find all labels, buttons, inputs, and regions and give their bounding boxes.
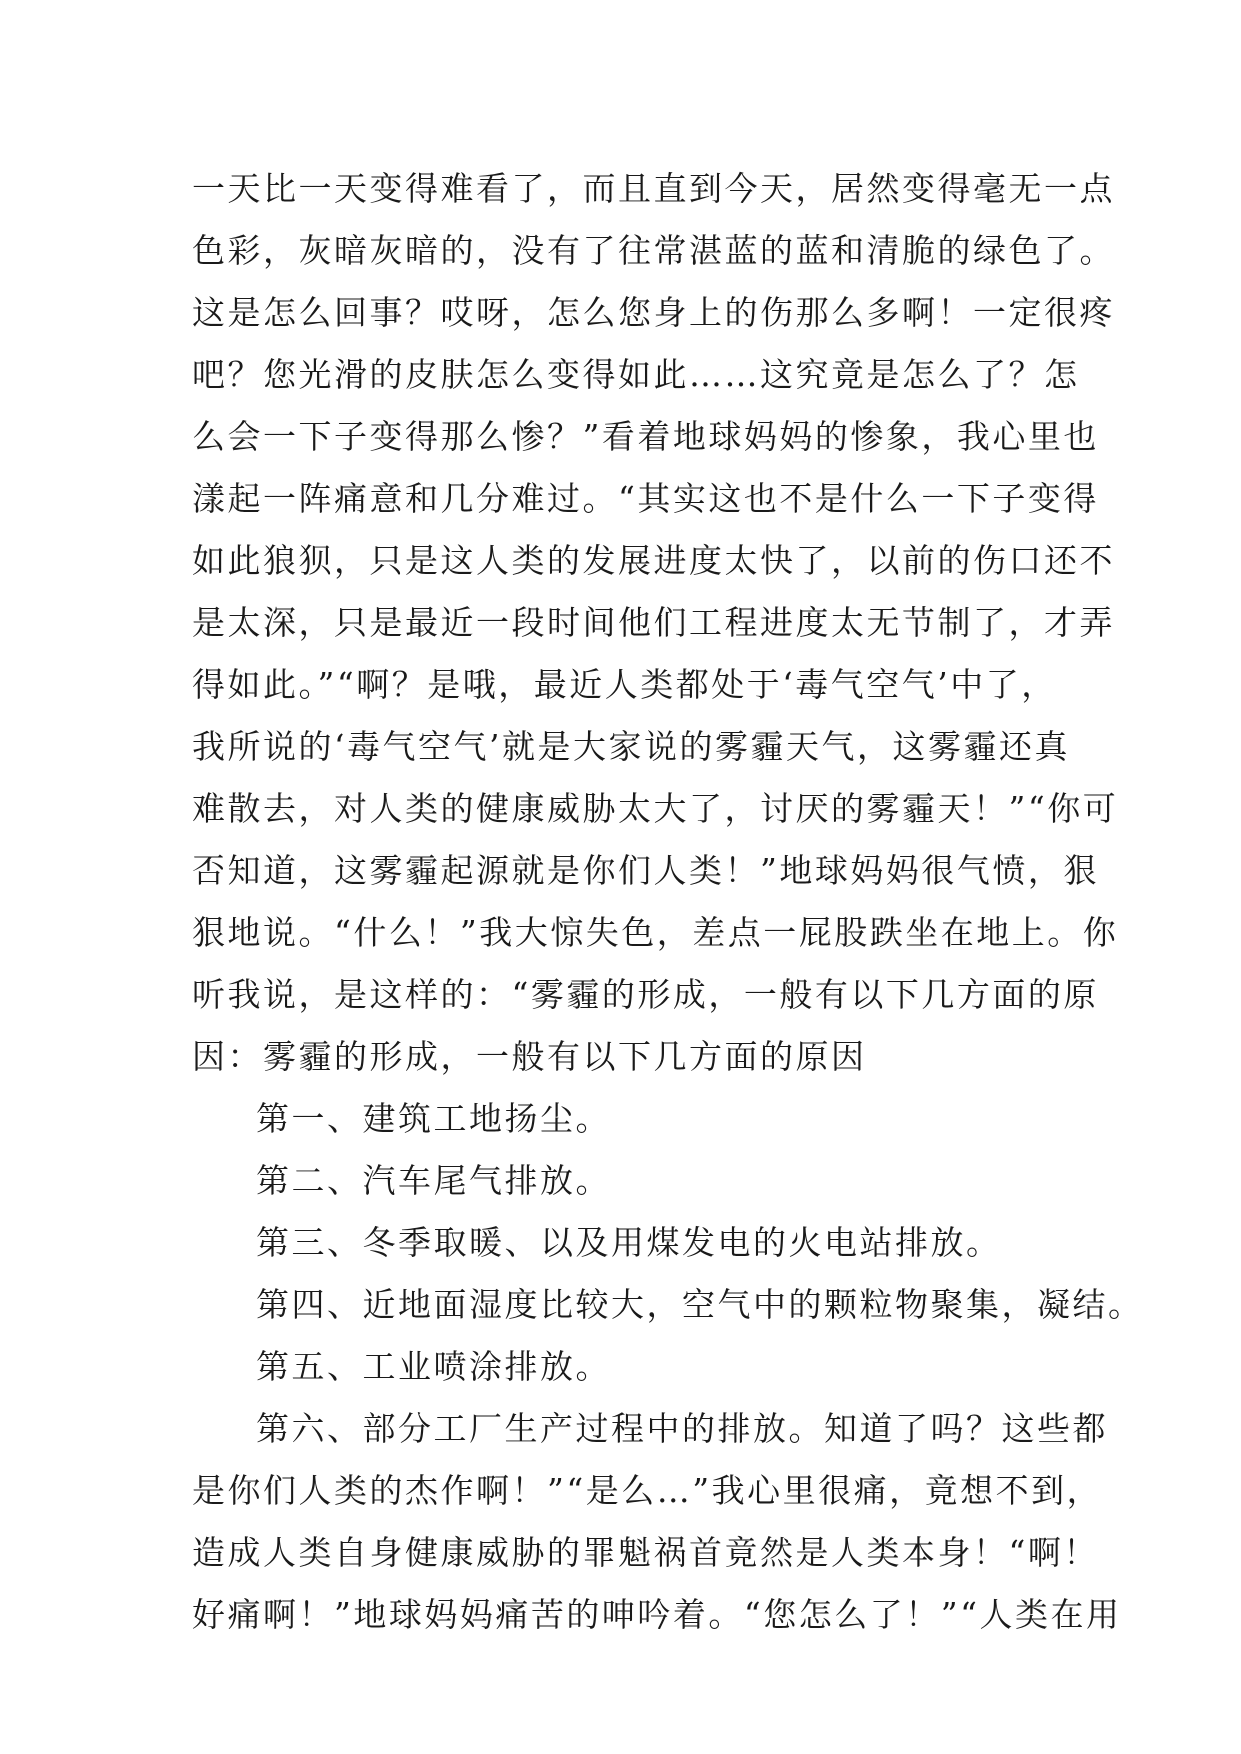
list-item-line: 第五、工业喷涂排放。 — [256, 1347, 611, 1386]
paragraph-line: 色彩，灰暗灰暗的，没有了往常湛蓝的蓝和清脆的绿色了。 — [192, 231, 1115, 270]
list-item-line: 第六、部分工厂生产过程中的排放。知道了吗？这些都 — [256, 1409, 1108, 1448]
paragraph-line: 漾起一阵痛意和几分难过。“其实这也不是什么一下子变得 — [192, 479, 1099, 518]
paragraph-line: 否知道，这雾霾起源就是你们人类！”地球妈妈很气愤，狠 — [192, 851, 1099, 890]
paragraph-line: 是你们人类的杰作啊！”“是么…”我心里很痛，竟想不到， — [192, 1471, 1103, 1510]
list-item-line: 第四、近地面湿度比较大，空气中的颗粒物聚集，凝结。 — [256, 1285, 1144, 1324]
paragraph-line: 吧？您光滑的皮肤怎么变得如此……这究竟是怎么了？怎 — [192, 355, 1080, 394]
list-item-line: 第一、建筑工地扬尘。 — [256, 1099, 611, 1138]
paragraph-line: 听我说，是这样的：“雾霾的形成，一般有以下几方面的原 — [192, 975, 1099, 1014]
list-item-line: 第二、汽车尾气排放。 — [256, 1161, 611, 1200]
paragraph-line: 如此狼狈，只是这人类的发展进度太快了，以前的伤口还不 — [192, 541, 1115, 580]
paragraph-line: 因：雾霾的形成，一般有以下几方面的原因 — [192, 1037, 867, 1076]
paragraph-line: 是太深，只是最近一段时间他们工程进度太无节制了，才弄 — [192, 603, 1115, 642]
document-body — [192, 158, 1144, 1646]
paragraph-line: 这是怎么回事？哎呀，怎么您身上的伤那么多啊！一定很疼 — [192, 293, 1115, 332]
paragraph-line: 么会一下子变得那么惨？”看着地球妈妈的惨象，我心里也 — [192, 417, 1099, 456]
paragraph-line: 造成人类自身健康威胁的罪魁祸首竟然是人类本身！“啊！ — [192, 1533, 1099, 1572]
paragraph-line: 狠地说。“什么！”我大惊失色，差点一屁股跌坐在地上。你 — [192, 913, 1119, 952]
paragraph-line: 得如此。”“啊？是哦，最近人类都处于‘毒气空气’中了， — [192, 665, 1057, 704]
paragraph-line: 好痛啊！”地球妈妈痛苦的呻吟着。“您怎么了！”“人类在用 — [192, 1595, 1122, 1634]
paragraph-line: 难散去，对人类的健康威胁太大了，讨厌的雾霾天！”“你可 — [192, 789, 1119, 828]
paragraph-line: 我所说的‘毒气空气’就是大家说的雾霾天气，这雾霾还真 — [192, 727, 1070, 766]
list-item-line: 第三、冬季取暖、以及用煤发电的火电站排放。 — [256, 1223, 1002, 1262]
paragraph-line: 一天比一天变得难看了，而且直到今天，居然变得毫无一点 — [192, 169, 1115, 208]
